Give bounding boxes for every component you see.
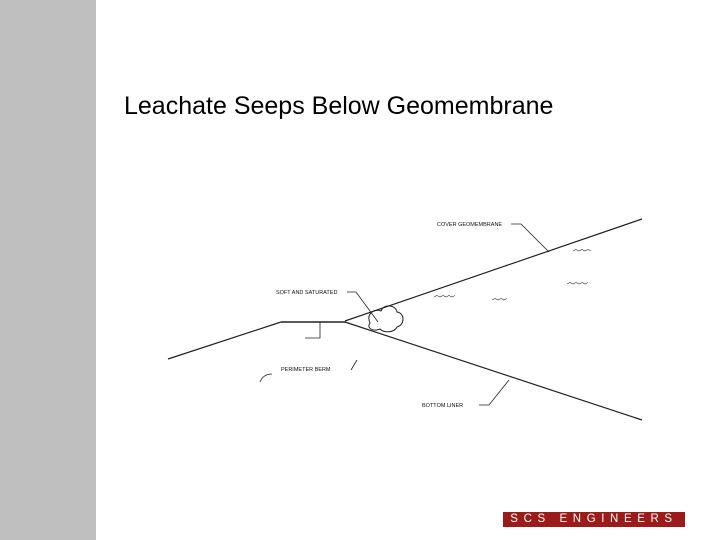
cover-geomembrane-label: COVER GEOMEMBRANE [437,222,503,228]
anchor-trench-line [305,322,320,338]
water-wave-mark [434,296,455,298]
water-wave-mark [567,283,588,285]
slide-title: Leachate Seeps Below Geomembrane [124,92,554,120]
bottom-liner-line [345,322,642,420]
perimeter-berm-leader [260,374,272,382]
water-wave-mark [573,250,591,252]
scs-engineers-logo [503,512,685,527]
bottom-liner-leader [479,380,509,405]
seep-cloud-shape [369,306,403,332]
soft-and-saturated-leader [347,292,378,322]
soft-and-saturated-label: SOFT AND SATURATED [276,290,338,296]
perimeter-berm-leader-right [351,360,357,370]
logo-text: SCS ENGINEERS [510,513,678,525]
berm-outer-slope-line [168,322,281,359]
water-wave-mark [492,299,507,301]
bottom-liner-label: BOTTOM LINER [422,403,464,409]
cover-geomembrane-leader [511,224,549,252]
perimeter-berm-label: PERIMETER BERM [281,367,331,373]
